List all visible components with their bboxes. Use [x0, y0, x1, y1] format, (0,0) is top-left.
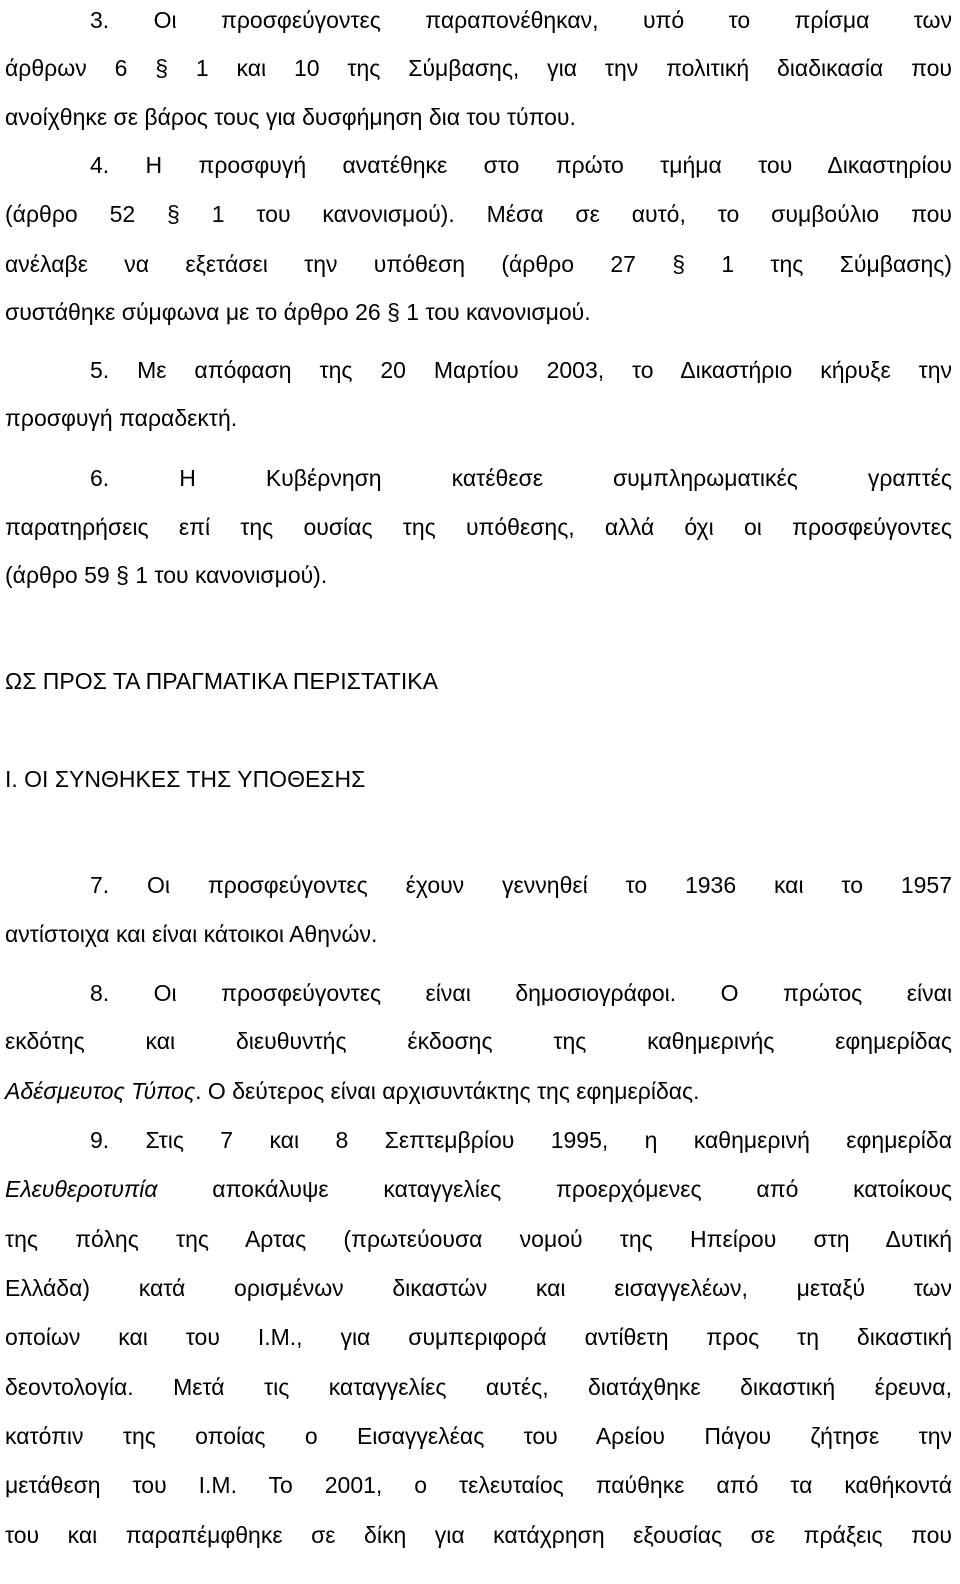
- heading-circumstances: I. ΟΙ ΣΥΝΘΗΚΕΣ ΤΗΣ ΥΠΟΘΕΣΗΣ: [5, 766, 366, 792]
- para-6-line-2: παρατηρήσεις επί της ουσίας της υπόθεσης, αλλά όχι οι προσφεύγοντες: [5, 514, 952, 540]
- para-3-line-3: ανοίχθηκε σε βάρος τους για δυσφήμηση δια του τύπου.: [5, 104, 576, 130]
- para-5-line-2: προσφυγή παραδεκτή.: [5, 405, 238, 431]
- para-5-line-1: 5. Με απόφαση της 20 Μαρτίου 2003, το Δικαστήριο κήρυξε την: [90, 357, 952, 383]
- para-9-line-4: Ελλάδα) κατά ορισμένων δικαστών και εισαγγελέων, μεταξύ των: [5, 1275, 952, 1301]
- para-8-line-2: εκδότης και διευθυντής έκδοσης της καθημερινής εφημερίδας: [5, 1028, 952, 1054]
- para-6-line-3: (άρθρο 59 § 1 του κανονισμού).: [5, 562, 328, 588]
- para-9-line-3: της πόλης της Αρτας (πρωτεύουσα νομού της Ηπείρου στη Δυτική: [5, 1226, 952, 1252]
- para-9-line-2-rest: αποκάλυψε καταγγελίες προερχόμενες από κατοίκους: [157, 1176, 952, 1202]
- newspaper-title-adesmeftos-typos: Αδέσμευτος Τύπος: [5, 1078, 196, 1104]
- para-9-line-8: μετάθεση του Ι.Μ. Το 2001, ο τελευταίος παύθηκε από τα καθήκοντά: [5, 1472, 952, 1498]
- para-4-line-2: (άρθρο 52 § 1 του κανονισμού). Μέσα σε αυτό, το συμβούλιο που: [5, 201, 952, 227]
- para-9-line-9: του και παραπέμφθηκε σε δίκη για κατάχρηση εξουσίας σε πράξεις που: [5, 1522, 952, 1548]
- heading-facts: ΩΣ ΠΡΟΣ ΤΑ ΠΡΑΓΜΑΤΙΚΑ ΠΕΡΙΣΤΑΤΙΚΑ: [5, 668, 438, 694]
- para-8-line-3-rest: . Ο δεύτερος είναι αρχισυντάκτης της εφημερίδας.: [195, 1078, 700, 1104]
- para-8-line-3: [5, 1067, 952, 1115]
- para-8-line-1: 8. Οι προσφεύγοντες είναι δημοσιογράφοι. Ο πρώτος είναι: [90, 980, 952, 1006]
- para-4-line-3: ανέλαβε να εξετάσει την υπόθεση (άρθρο 27 § 1 της Σύμβασης): [5, 251, 952, 277]
- para-3-line-1: 3. Οι προσφεύγοντες παραπονέθηκαν, υπό το πρίσμα των: [90, 7, 952, 33]
- para-9-line-6: δεοντολογία. Μετά τις καταγγελίες αυτές, διατάχθηκε δικαστική έρευνα,: [5, 1374, 952, 1400]
- para-9-line-7: κατόπιν της οποίας ο Εισαγγελέας του Αρείου Πάγου ζήτησε την: [5, 1423, 952, 1449]
- para-7-line-2: αντίστοιχα και είναι κάτοικοι Αθηνών.: [5, 921, 378, 947]
- para-3-line-2: άρθρων 6 § 1 και 10 της Σύμβασης, για την πολιτική διαδικασία που: [5, 55, 952, 81]
- para-9-line-1: 9. Στις 7 και 8 Σεπτεμβρίου 1995, η καθημερινή εφημερίδα: [90, 1127, 952, 1153]
- para-9-line-2: [5, 1165, 952, 1213]
- para-7-line-1: 7. Οι προσφεύγοντες έχουν γεννηθεί το 1936 και το 1957: [90, 872, 952, 898]
- para-9-line-5: οποίων και του Ι.Μ., για συμπεριφορά αντίθετη προς τη δικαστική: [5, 1324, 952, 1350]
- para-4-line-1: 4. Η προσφυγή ανατέθηκε στο πρώτο τμήμα του Δικαστηρίου: [90, 152, 952, 178]
- newspaper-title-eleftherotypia: Ελευθεροτυπία: [5, 1176, 158, 1202]
- para-6-line-1: 6. Η Κυβέρνηση κατέθεσε συμπληρωματικές γραπτές: [90, 465, 952, 491]
- para-4-line-4: συστάθηκε σύμφωνα με το άρθρο 26 § 1 του κανονισμού.: [5, 299, 591, 325]
